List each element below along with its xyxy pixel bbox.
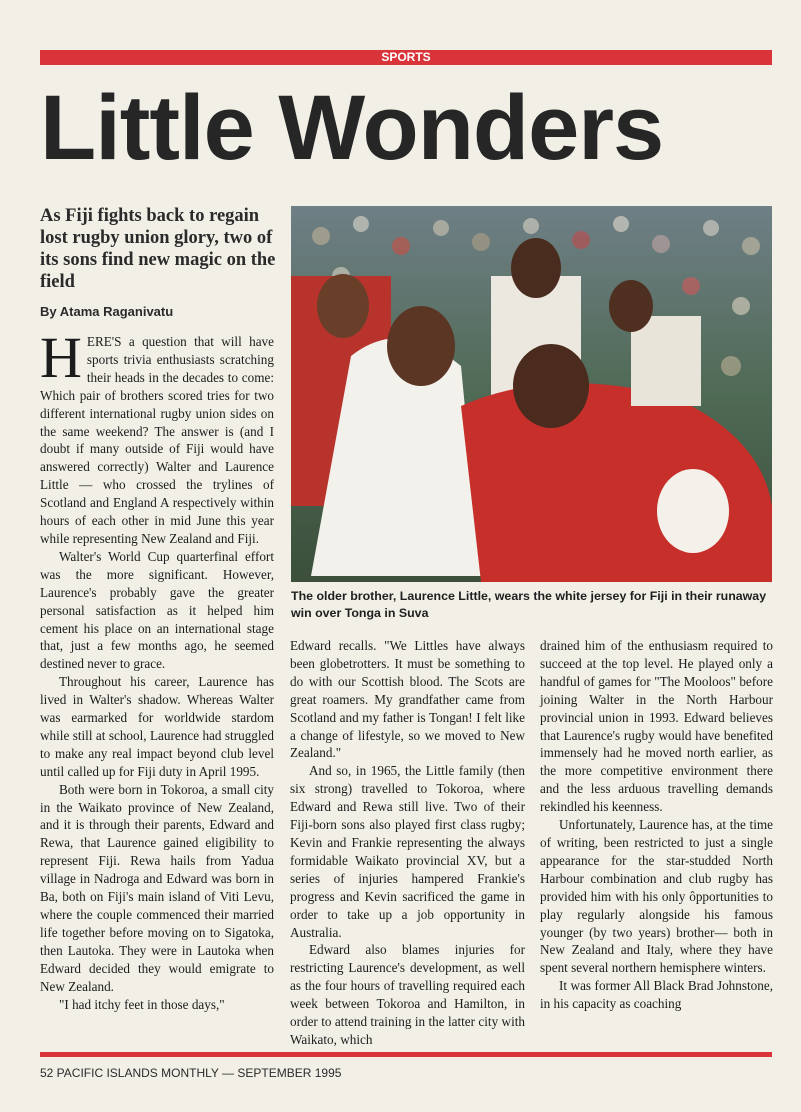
paragraph: Throughout his career, Laurence has lived in Walter's shadow. Whereas Walter was earmarked for worldwide stardom while still at school, Laurence had struggled to make any real impact beyond club level until called up for Fiji duty in April 1995. (40, 674, 274, 779)
headline: Little Wonders (40, 77, 664, 179)
photo-caption: The older brother, Laurence Little, wears the white jersey for Fiji in their runaway win over Tonga in Suva (291, 589, 767, 620)
drop-cap: H (40, 325, 82, 390)
paragraph: And so, in 1965, the Little family (then six strong) travelled to Tokoroa, where Edward and Rewa still live. Two of their Fiji-born sons also played first class rugby; Kevin and Frankie representing the always formidable Waikato provincial XV, but a series of injuries hampered Frankie's progress and Kevin sacrificed the game in order to take up a job opportunity in Australia. (290, 763, 525, 940)
rugby-photo (291, 206, 772, 582)
deck-subheadline: As Fiji fights back to regain lost rugby union glory, two of its sons find new magic on the field (40, 206, 276, 292)
paragraph: Both were born in Tokoroa, a small city in the Waikato province of New Zealand, and it is through their parents, Edward and Rewa, that Laurence gained eligibility to represent Fiji. Rewa hails from Yadua village in Nadroga and Edward was born in Ba, both on Fiji's main island of Viti Levu, where the couple commenced their married life together before moving on to Sigatoka, then Lautoka. They were in Lautoka when Edward decided they would emigrate to New Zealand. (40, 781, 274, 994)
article-column-2 (290, 637, 525, 1049)
paragraph (40, 325, 274, 548)
paragraph-text: ERE'S a question that will have sports trivia enthusiasts scratching their heads in the decades to come: Which pair of brothers scored tries for two different international rugby union sides on the same weekend? The answer is (and I doubt if many outside of Fiji would have answered correctly) Walter and Laurence Little — who crossed the trylines of Scotland and England A respectively within hours of each other in mid June this year while representing New Zealand and Fiji. (40, 334, 274, 546)
section-label: SPORTS (40, 50, 772, 65)
page-footer: 52 PACIFIC ISLANDS MONTHLY — SEPTEMBER 1995 (40, 1066, 342, 1080)
footer-divider (40, 1052, 772, 1057)
paragraph: Edward recalls. "We Littles have always been globetrotters. It must be something to do with our Scottish blood. The Scots are great roamers. My grandfather came from Scotland and my father is Tongan! I felt like a change of lifestyle, so we moved to New Zealand." (290, 638, 525, 761)
article-column-3 (540, 637, 773, 1013)
paragraph: drained him of the enthusiasm required to succeed at the top level. He played only a handful of games for "The Mooloos" before joining Walter in the North Harbour provincial union in 1993. Edward believes that Laurence's rugby would have benefited immensely had he moved north earlier, as the more competitive environment there and the less arduous travelling demands rekindled his keenness. (540, 638, 773, 815)
byline: By Atama Raganivatu (40, 304, 174, 319)
article-column-1 (40, 325, 274, 1013)
paragraph: Edward also blames injuries for restricting Laurence's development, as well as the four hours of travelling required each week between Tokoroa and Hamilton, in order to attend training in the latter city with Waikato, which (290, 942, 525, 1047)
paragraph: Walter's World Cup quarterfinal effort was the more significant. However, Laurence's probably gave the greater personal satisfaction as it helped him cement his place on an international stage that, just a few months ago, he seemed destined never to grace. (40, 548, 274, 672)
paragraph: It was former All Black Brad Johnstone, in his capacity as coaching (540, 978, 773, 1012)
paragraph: "I had itchy feet in those days," (59, 996, 225, 1012)
paragraph: Unfortunately, Laurence has, at the time of writing, been restricted to just a single appearance for the star-studded North Harbour combination and club rugby has provided him with his only ôpportunities to play regularly alongside his famous younger (by two years) brother— both in New Zealand and Italy, where they have spent several northern hemisphere winters. (540, 817, 773, 976)
